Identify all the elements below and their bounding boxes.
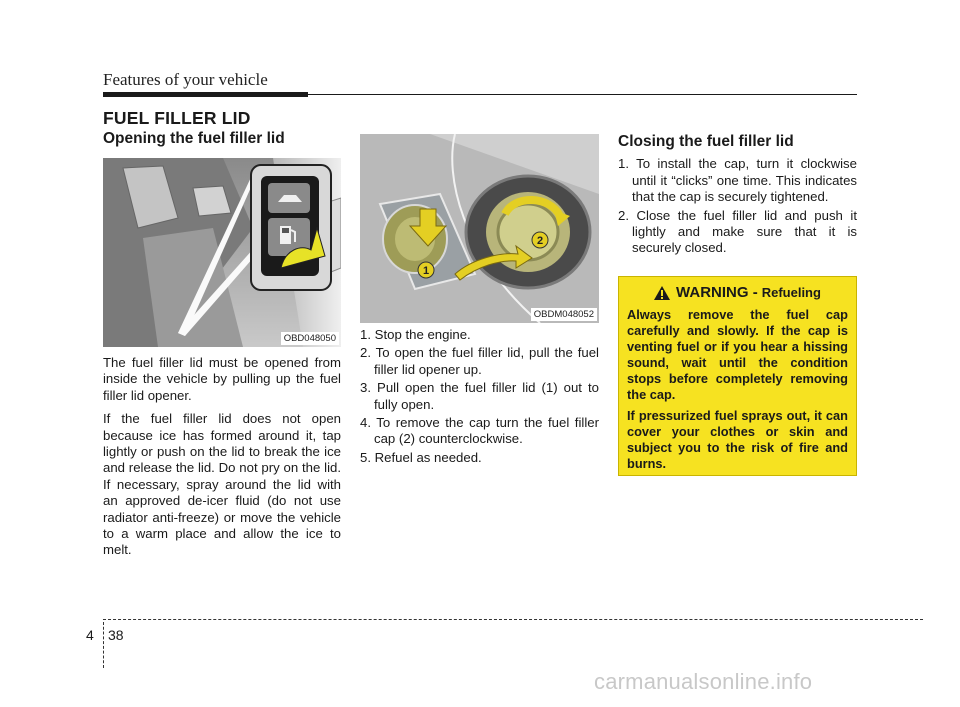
opening-steps — [360, 327, 599, 466]
opening-heading: Opening the fuel filler lid — [103, 130, 285, 147]
footer-rule — [103, 619, 923, 620]
middle-text — [360, 327, 599, 468]
interior-opener-illustration — [103, 158, 341, 347]
opening-paragraph: The fuel filler lid must be opened from inside the vehicle by pulling up the fuel filler lid opener. — [103, 355, 341, 403]
figure-code: OBDM048052 — [531, 308, 597, 321]
watermark: carmanualsonline.info — [594, 669, 813, 694]
warning-box — [618, 276, 857, 476]
closing-heading: Closing the fuel filler lid — [618, 133, 794, 150]
fuel-lid-illustration — [360, 134, 599, 323]
interior-opener-drawing — [103, 158, 341, 347]
list-item: 3. Pull open the fuel filler lid (1) out to fully open. — [360, 380, 599, 412]
header-bar — [103, 92, 308, 97]
list-item: 1. To install the cap, turn it clockwise until it “clicks” one time. This indicates that the cap is securely tightened. — [618, 156, 857, 205]
right-column — [618, 134, 857, 259]
list-item: 4. To remove the cap turn the fuel filler cap (2) counterclockwise. — [360, 415, 599, 447]
warning-paragraph: If pressurized fuel sprays out, it can cover your clothes or skin and subject you to the risk of fire and burns. — [627, 408, 848, 471]
warning-header — [627, 285, 848, 301]
warning-label: WARNING - — [676, 284, 758, 301]
callout-1: 1 — [422, 265, 430, 277]
chapter-number: 4 — [86, 627, 94, 643]
warning-topic: Refueling — [761, 285, 821, 300]
left-column — [103, 131, 341, 147]
warning-paragraph: Always remove the fuel cap carefully and slowly. If the cap is venting fuel or if you hear a hissing sound, wait until the condition stops before completely removing the cap. — [627, 307, 848, 402]
header-rule — [308, 94, 857, 95]
ice-paragraph: If the fuel filler lid does not open because ice has formed around it, tap lightly or push on the lid to break the ice and release the lid. Do not pry on the lid. If necessary, spray around the lid with an approved de-icer fluid (do not use radiator anti-freeze) or move the vehicle to a warm place and allow the ice to melt. — [103, 411, 341, 558]
fuel-lid-drawing — [360, 134, 599, 323]
list-item: 2. Close the fuel filler lid and push it lightly and make sure that it is securely closed. — [618, 207, 857, 256]
list-item: 2. To open the fuel filler lid, pull the fuel filler lid opener up. — [360, 345, 599, 377]
callout-2: 2 — [536, 235, 544, 247]
warning-triangle-icon — [654, 286, 670, 300]
list-item: 1. Stop the engine. — [360, 327, 471, 342]
closing-steps — [618, 156, 857, 256]
page-number: 38 — [108, 627, 124, 643]
footer-divider — [103, 622, 104, 668]
running-header: Features of your vehicle — [103, 70, 268, 89]
left-text — [103, 355, 341, 566]
section-title: FUEL FILLER LID — [103, 108, 251, 128]
figure-code: OBD048050 — [281, 332, 339, 345]
list-item: 5. Refuel as needed. — [360, 449, 482, 465]
